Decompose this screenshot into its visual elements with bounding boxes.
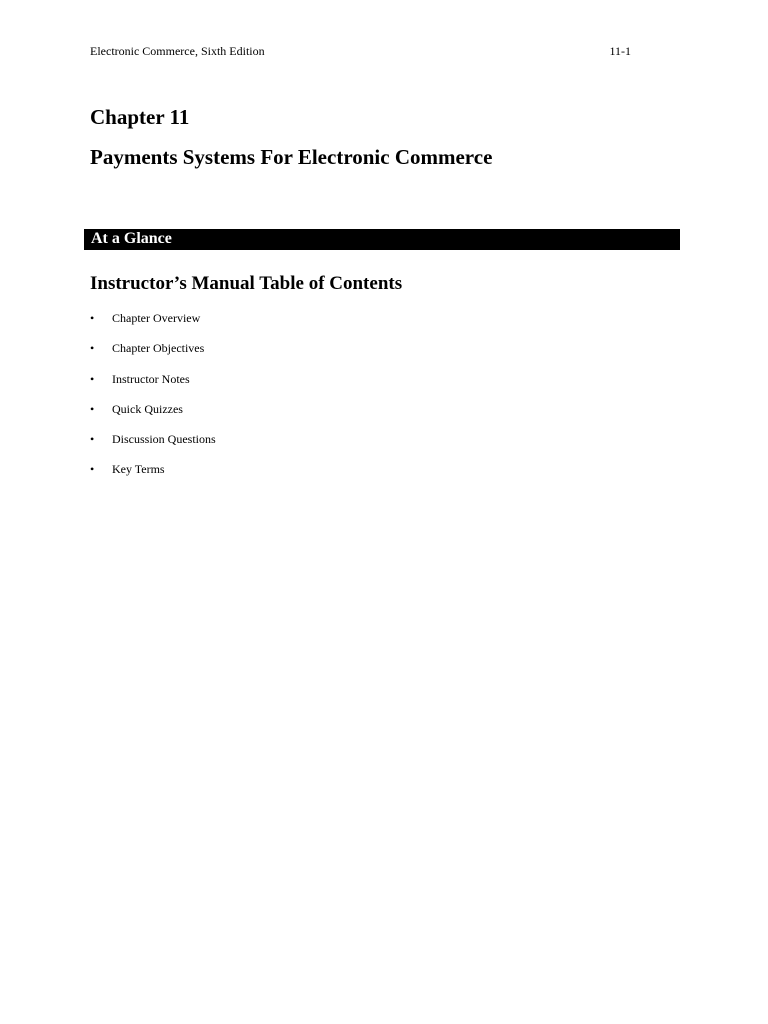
toc-item-label: Discussion Questions <box>112 432 216 447</box>
bullet-icon: • <box>90 311 95 325</box>
at-a-glance-bar <box>84 229 680 250</box>
bullet-icon: • <box>90 401 95 416</box>
chapter-title: Payments Systems For Electronic Commerce <box>90 145 493 169</box>
toc-item-label: Chapter Overview <box>112 311 201 325</box>
toc-item-label: Chapter Objectives <box>112 341 205 356</box>
chapter-number: Chapter 11 <box>90 105 190 129</box>
book-title: Electronic Commerce, Sixth Edition <box>90 44 265 58</box>
toc-item-label: Quick Quizzes <box>112 401 183 416</box>
bullet-icon: • <box>90 432 95 447</box>
page-number: 11-1 <box>609 44 631 58</box>
bullet-icon: • <box>90 341 95 356</box>
toc-item-label: Key Terms <box>112 462 165 477</box>
bullet-icon: • <box>90 371 95 386</box>
toc-heading: Instructor’s Manual Table of Contents <box>90 273 403 294</box>
toc-item-label: Instructor Notes <box>112 371 190 386</box>
page-header <box>90 44 631 60</box>
at-a-glance-label: At a Glance <box>91 230 172 247</box>
bullet-icon: • <box>90 462 95 477</box>
